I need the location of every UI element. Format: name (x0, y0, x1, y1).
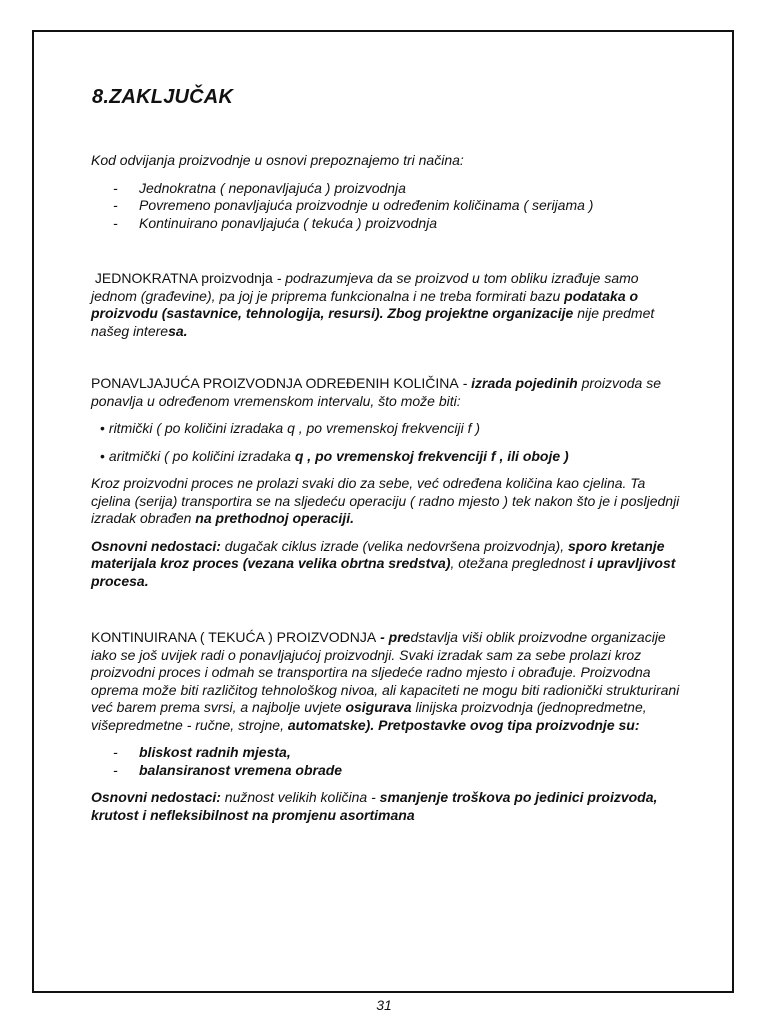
bullet-item-text-bold: q , po vremenskoj frekvenciji f , ili oboje ) (294, 447, 569, 464)
ponavljajuca-heading: PONAVLJAJUĆA PROIZVODNJA ODREĐENIH KOLIČINA (91, 375, 459, 391)
nedostaci-text-bold-2: i upravljivost procesa. (91, 555, 676, 589)
serija-paragraph (91, 475, 681, 528)
dash-marker: - (113, 761, 118, 778)
kontinuirana-nedostaci-paragraph (91, 789, 681, 824)
bullet-marker: • (100, 447, 105, 464)
jednokratna-text-bold-end: sa. (168, 322, 188, 339)
nedostaci-label: Osnovni nedostaci: (91, 789, 221, 805)
list-item-text: bliskost radnih mjesta, (139, 744, 291, 760)
kontinuirana-paragraph (91, 629, 681, 734)
kontinuirana-heading: KONTINUIRANA ( TEKUĆA ) PROIZVODNJA (91, 629, 377, 645)
page-number: 31 (376, 997, 392, 1013)
intro-list (91, 180, 681, 233)
serija-text: Kroz proizvodni proces ne prolazi svaki dio za sebe, već određena količina kao cjelina. Ta cjelina (serija) transportira se na sljedeću operaciju ( radno mjesto ) tek nakon što je i posljednji izradak obrađen (91, 475, 680, 526)
intro-text: Kod odvijanja proizvodnje u osnovi prepoznajemo tri načina: (91, 152, 464, 168)
kontinuirana-text-bold-3: automatske). Pretpostavke ovog tipa proizvodnje su: (287, 716, 640, 733)
nedostaci-paragraph (91, 538, 681, 591)
jednokratna-heading: JEDNOKRATNA proizvodnja (94, 270, 273, 286)
bullet-marker: • (100, 420, 105, 436)
jednokratna-text: - podrazumjeva da se proizvod u tom obliku izrađuje samo jednom (građevine), pa joj je priprema funkcionalna i ne treba formirati bazu (91, 270, 639, 304)
document-body (91, 152, 681, 824)
list-item-text: Povremeno ponavljajuća proizvodnje u određenim količinama ( serijama ) (139, 197, 594, 213)
bullet-item (91, 448, 681, 466)
dash-marker: - (113, 197, 118, 213)
kontinuirana-text-bold-2: osigurava (345, 699, 412, 715)
jednokratna-text-end: nije predmet našeg intere (91, 305, 655, 339)
list-item (91, 762, 681, 780)
nedostaci-label: Osnovni nedostaci: (91, 537, 221, 554)
ponavljajuca-paragraph (91, 375, 681, 410)
list-item (91, 180, 681, 198)
dash-marker: - (113, 179, 118, 196)
page-title: 8.ZAKLJUČAK (92, 86, 234, 108)
list-item (91, 197, 681, 215)
list-item-text: Jednokratna ( neponavljajuća ) proizvodnja (139, 179, 406, 196)
jednokratna-paragraph (91, 270, 681, 340)
nedostaci-text-bold: smanjenje troškova po jedinici proizvoda, krutost i nefleksibilnost na promjenu asortimana (91, 789, 658, 823)
list-item-text: Kontinuirano ponavljajuća ( tekuća ) proizvodnja (139, 214, 438, 231)
heading-separator: - (458, 375, 472, 391)
ponavljajuca-text-bold: izrada pojedinih (471, 375, 578, 391)
jednokratna-text-bold: podataka o proizvodu (sastavnice, tehnologija, resursi). Zbog projektne organizacije (91, 287, 639, 321)
list-item-text: balansiranost vremena obrade (139, 761, 343, 778)
dash-marker: - (113, 214, 118, 231)
nedostaci-text: nužnost velikih količina - (220, 789, 380, 805)
nedostaci-text: dugačak ciklus izrade (velika nedovršena proizvodnja), (220, 537, 568, 554)
kontinuirana-text-bold: - pre (376, 629, 411, 645)
list-item (91, 215, 681, 233)
nedostaci-text-2: , otežana preglednost (450, 555, 590, 571)
dash-marker: - (113, 744, 118, 760)
pretpostavke-list (91, 744, 681, 779)
bullet-item-text: ritmički ( po količini izradaka q , po vremenskoj frekvenciji f ) (108, 420, 481, 436)
nedostaci-text-bold: sporo kretanje materijala kroz proces (vezana velika obrtna sredstva) (91, 537, 665, 571)
bullet-item-text: aritmički ( po količini izradaka (108, 447, 295, 464)
list-item (91, 744, 681, 762)
kontinuirana-text: dstavlja viši oblik proizvodne organizacije iako se još uvijek radi o ponavljajućoj proizvodnji. Svaki izradak sam za sebe prolazi kroz proizvodni proces i odmah se transportira na sljedeće radno mjesto i obrađuje. Proizvodna oprema može biti različitog tehnološkog nivoa, ali kapaciteti ne mogu biti radionički strukturirani već barem prema svrsi, a najbolje uvjete (91, 629, 680, 715)
bullet-item (91, 420, 681, 438)
ponavljajuca-text: proizvoda se ponavlja u određenom vremenskom intervalu, što može biti: (91, 375, 662, 409)
serija-text-bold: na prethodnoj operaciji. (195, 510, 354, 526)
kontinuirana-text-2: linijska proizvodnja (jednopredmetne, višepredmetne - ručne, strojne, (91, 699, 647, 733)
